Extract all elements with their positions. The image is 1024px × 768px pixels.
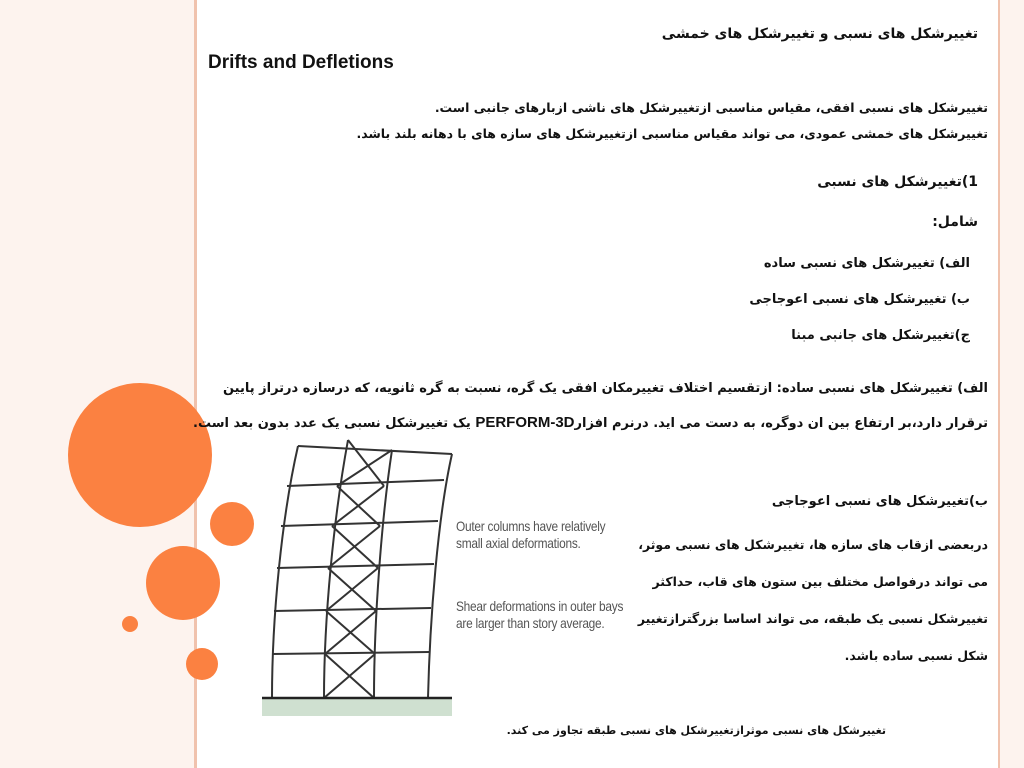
list-item: الف) تغییرشکل های نسبی ساده — [763, 256, 970, 271]
decor-circle-small — [210, 502, 254, 546]
shear-drift-title: ب)تغییرشکل های نسبی اعوجاجی — [771, 494, 988, 509]
right-frame-band — [1000, 0, 1024, 768]
shear-drift-line: شکل نسبی ساده باشد. — [844, 648, 988, 663]
list-item: ب) تغییرشکل های نسبی اعوجاجی — [749, 292, 970, 307]
shear-drift-line: می تواند درفواصل مختلف بین ستون های قاب، حداکثر — [652, 574, 988, 589]
slide-title-fa: تغییرشکل های نسبی و تغییرشکل های خمشی — [661, 26, 978, 42]
software-name: PERFORM-3D — [475, 414, 575, 431]
includes-label: شامل: — [932, 214, 978, 230]
figure-note-line: Shear deformations in outer bays — [456, 598, 624, 614]
figure-note-line: small axial deformations. — [456, 535, 581, 551]
right-frame-line — [998, 0, 1000, 768]
decor-circle-medium — [146, 546, 220, 620]
decor-circle-tiny — [122, 616, 138, 632]
figure-note-line: are larger than story average. — [456, 615, 605, 631]
section-heading: 1)تغییرشکل های نسبی — [817, 174, 978, 190]
intro-line-2: تغییرشکل های خمشی عمودی، می تواند مقیاس مناسبی ازتغییرشکل های سازه های با دهانه بلند باشد. — [356, 126, 988, 141]
shear-drift-body — [628, 526, 988, 674]
deformed-frame-figure — [262, 436, 632, 726]
paragraph-simple-drift-part2: یک تغییرشکل نسبی یک عدد بدون بعد است. — [193, 416, 476, 431]
slide-title-en: Drifts and Defletions — [208, 52, 394, 73]
figure-note-line: Outer columns have relatively — [456, 518, 606, 534]
paragraph-simple-drift — [193, 372, 988, 441]
paragraph-simple-drift-part1: الف) تغییرشکل های نسبی ساده: ازتقسیم اختلاف تغییرمکان افقی یک گره، نسبت به گره ثانویه، که درسازه درتراز پایین ترقرار دارد،بر ارتفاع بین ان دوگره، به دست می اید. درنرم افزار — [222, 381, 988, 431]
decor-circle-large — [68, 383, 212, 527]
intro-line-1: تغییرشکل های نسبی افقی، مقیاس مناسبی ازتغییرشکل های ناشی ازبارهای جانبی است. — [434, 100, 988, 115]
left-frame-band — [0, 0, 194, 768]
footnote: تغییرشکل های نسبی موثرازتغییرشکل های نسبی طبقه تجاوز می کند. — [506, 724, 886, 737]
shear-drift-line: تغییرشکل نسبی یک طبقه، می تواند اساسا بزرگترازتغییر — [637, 611, 988, 626]
list-item: ج)تغییرشکل های جانبی مبنا — [791, 328, 970, 343]
decor-circle-small-2 — [186, 648, 218, 680]
figure-note-shear — [456, 598, 623, 632]
figure-note-outer-columns — [456, 518, 605, 552]
shear-drift-line: دربعضی ازقاب های سازه ها، تغییرشکل های نسبی موثر، — [638, 537, 988, 552]
